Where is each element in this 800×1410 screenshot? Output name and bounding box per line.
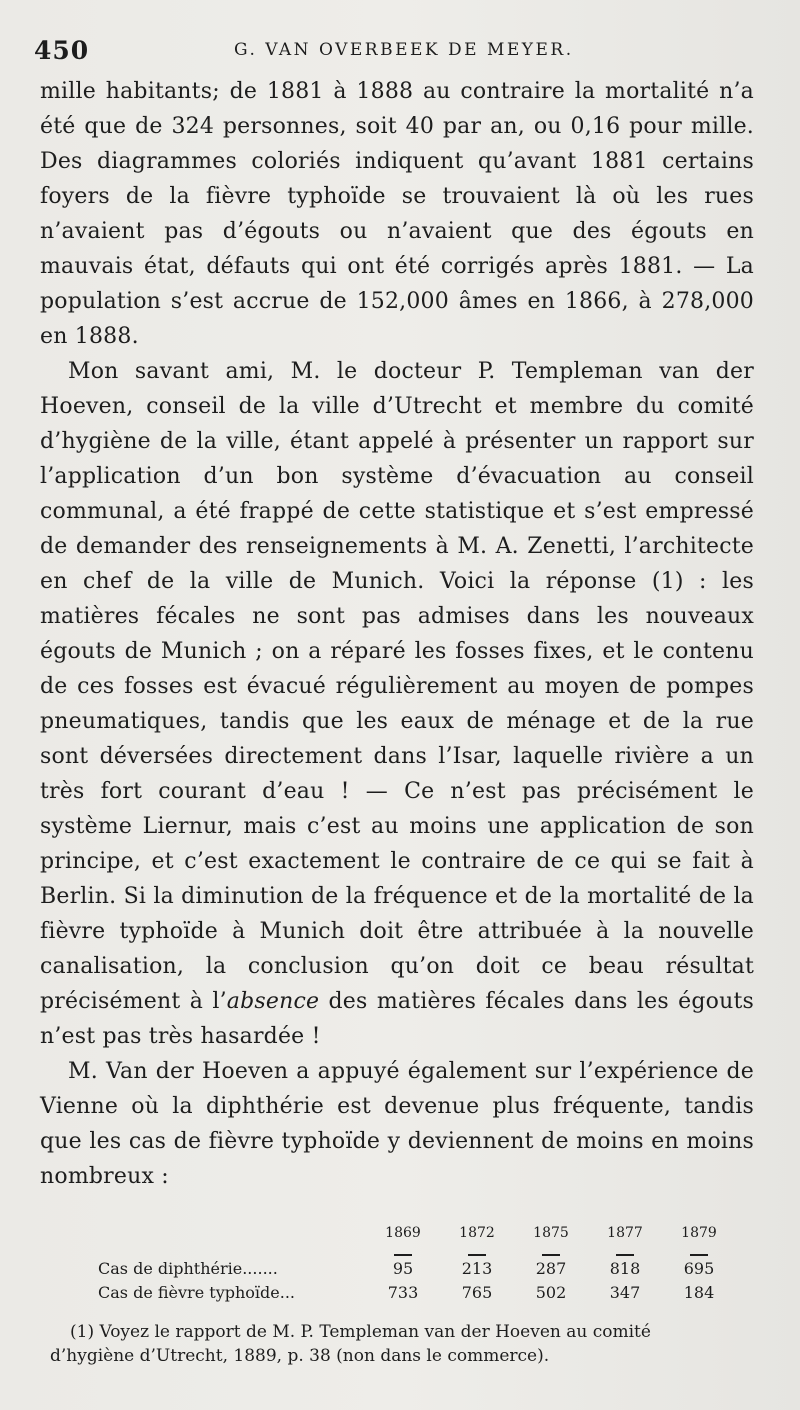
year-cell: 1877 [607,1225,643,1241]
table-row-diphtheria [98,1256,738,1280]
table-row-typhoid [98,1280,738,1304]
table-cell: 287 [535,1258,567,1278]
year-cell: 1879 [681,1225,717,1241]
statistics-table [98,1222,738,1304]
paragraph-3: M. Van der Hoeven a appuyé également sur l’expérience de Vienne où la diphthérie est devenue plus fréquente, tandis que les cas de fièvre typhoïde y deviennent de moins en moins nombreux : [40,1059,754,1189]
footnote [50,1320,754,1368]
table-cell: 95 [392,1258,414,1278]
dash-rule [468,1254,486,1256]
table-cell: 502 [535,1282,567,1302]
page-header [34,36,754,66]
dash-rule [690,1254,708,1256]
dash-rule [542,1254,560,1256]
page-number: 450 [34,36,90,65]
body-text [40,74,754,1194]
dash-rule [394,1254,412,1256]
running-title: G. VAN OVERBEEK DE MEYER. [234,40,574,60]
paragraph-1: mille habitants; de 1881 à 1888 au contraire la mortalité n’a été que de 324 personnes, soit 40 par an, ou 0,16 pour mille. Des diagrammes coloriés indiquent qu’avant 1881 certains foyers de la fièvre typhoïde se trouvaient là où les rues n’avaient pas d’égouts ou n’avaient que des égouts en mauvais état, défauts qui ont été corrigés après 1881. — La population s’est accrue de 152,000 âmes en 1866, à 278,000 en 1888. [40,79,754,349]
table-cell: 733 [387,1282,419,1302]
table-cell: 818 [609,1258,641,1278]
table-cell: 765 [461,1282,493,1302]
paragraph-2 [40,354,754,1054]
emphasis-absence: absence [226,989,320,1014]
paragraph-2-text: Mon savant ami, M. le docteur P. Templeman van der Hoeven, conseil de la ville d’Utrecht et membre du comité d’hygiène de la ville, étant appelé à présenter un rapport sur l’application d’un bon système d’évacuation au conseil communal, a été frappé de cette statistique et s’est empressé de demander des renseignements à M. A. Zenetti, l’architecte en chef de la ville de Munich. Voici la réponse (1) : les matières fécales ne sont pas admises dans les nouveaux égouts de Munich ; on a réparé les fosses fixes, et le contenu de ces fosses est évacué régulièrement au moyen de pompes pneumatiques, tandis que les eaux de ménage et de la rue sont déversées directement dans l’Isar, laquelle rivière a un très fort courant d’eau ! — Ce n’est pas précisément le système Liernur, mais c’est au moins une application de son principe, et c’est exactement le contraire de ce qui se fait à Berlin. Si la diminution de la fréquence et de la mortalité de la fièvre typhoïde à Munich doit être attribuée à la nouvelle canalisation, la conclusion qu’on doit ce beau résultat précisément à l’ [40,359,754,1014]
paragraph-2-end: des matières fécales dans les égouts n’est pas très hasardée ! [40,989,754,1049]
footnote-line-1: (1) Voyez le rapport de M. P. Templeman van der Hoeven au comité [70,1322,651,1342]
row-label: Cas de diphthérie....... [98,1258,278,1278]
table-cell: 347 [609,1282,641,1302]
row-label: Cas de fièvre typhoïde... [98,1282,295,1302]
year-cell: 1869 [385,1225,421,1241]
dash-rule [616,1254,634,1256]
footnote-line-2: d’hygiène d’Utrecht, 1889, p. 38 (non dans le commerce). [50,1346,550,1366]
table-cell: 184 [683,1282,715,1302]
year-cell: 1875 [533,1225,569,1241]
year-cell: 1872 [459,1225,495,1241]
table-cell: 213 [461,1258,493,1278]
table-cell: 695 [683,1258,715,1278]
table-rule-row [98,1244,738,1256]
